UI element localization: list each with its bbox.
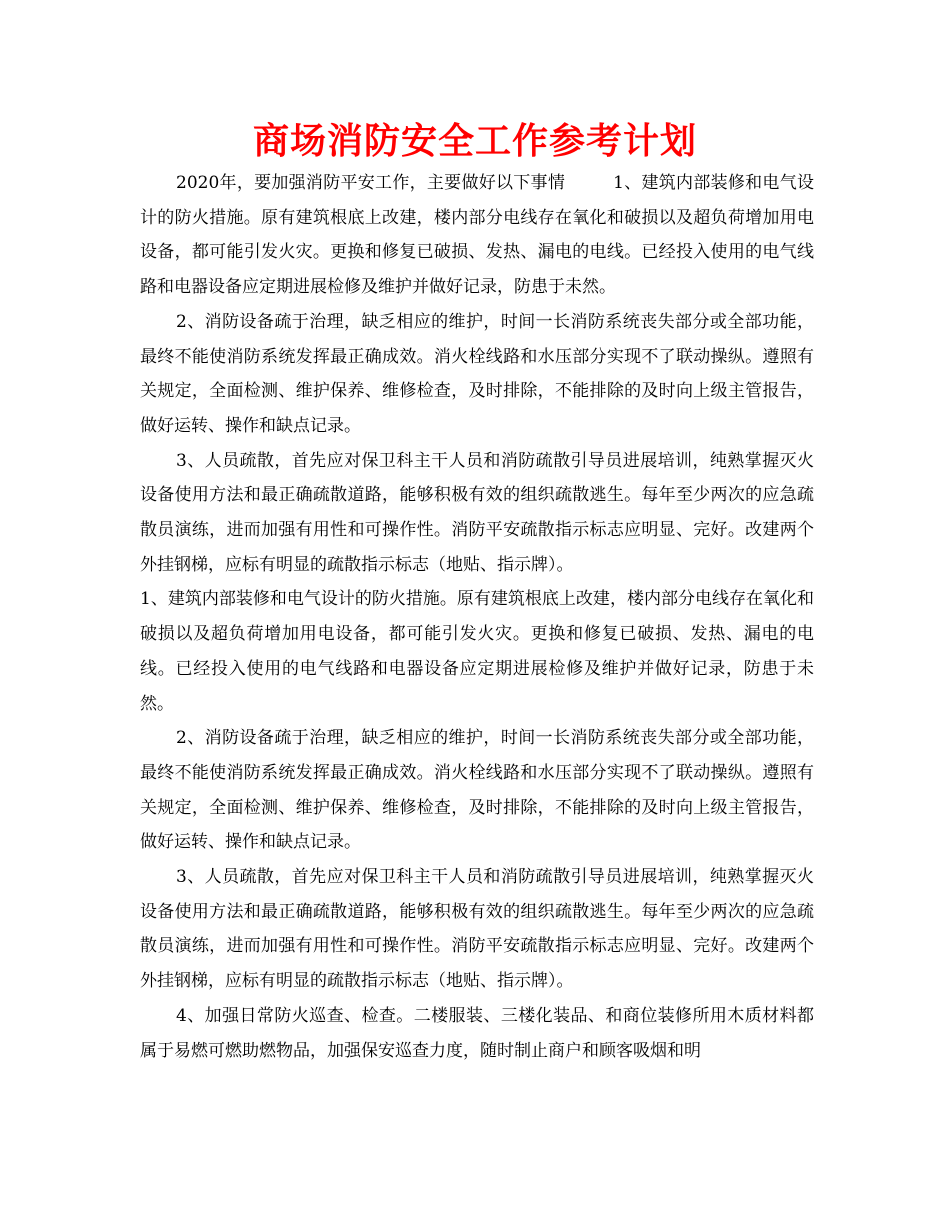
paragraph-3: 3、人员疏散，首先应对保卫科主干人员和消防疏散引导员进展培训，纯熟掌握灭火设备使用方法和最正确疏散道路，能够积极有效的组织疏散逃生。每年至少两次的应急疏散员演练，进而加强有用性和可操作性。消防平安疏散指示标志应明显、完好。改建两个外挂钢梯，应标有明显的疏散指示标志（地贴、指示牌）。 [140,450,814,575]
paragraph-5: 2、消防设备疏于治理，缺乏相应的维护，时间一长消防系统丧失部分或全部功能，最终不能使消防系统发挥最正确成效。消火栓线路和水压部分实现不了联动操纵。遵照有关规定，全面检测、维护保养、维修检查，及时排除，不能排除的及时向上级主管报告，做好运转、操作和缺点记录。 [140,728,814,853]
paragraph-6: 3、人员疏散，首先应对保卫科主干人员和消防疏散引导员进展培训，纯熟掌握灭火设备使用方法和最正确疏散道路，能够积极有效的组织疏散逃生。每年至少两次的应急疏散员演练，进而加强有用性和可操作性。消防平安疏散指示标志应明显、完好。改建两个外挂钢梯，应标有明显的疏散指示标志（地贴、指示牌）。 [140,867,814,992]
paragraph-4: 1、建筑内部装修和电气设计的防火措施。原有建筑根底上改建，楼内部分电线存在氧化和破损以及超负荷增加用电设备，都可能引发火灾。更换和修复已破损、发热、漏电的电线。已经投入使用的电气线路和电器设备应定期进展检修及维护并做好记录，防患于未然。 [140,589,814,714]
paragraph-1-text: 1、建筑内部装修和电气设计的防火措施。原有建筑根底上改建，楼内部分电线存在氧化和破损以及超负荷增加用电设备，都可能引发火灾。更换和修复已破损、发热、漏电的电线。已经投入使用的电气线路和电器设备应定期进展检修及维护并做好记录，防患于未然。 [140,173,814,298]
paragraph-7: 4、加强日常防火巡查、检查。二楼服装、三楼化装品、和商位装修所用木质材料都属于易燃可燃助燃物品，加强保安巡查力度，随时制止商户和顾客吸烟和明 [140,1005,814,1061]
intro-text: 2020年，要加强消防平安工作，主要做好以下事情 [176,173,566,193]
paragraph-2: 2、消防设备疏于治理，缺乏相应的维护，时间一长消防系统丧失部分或全部功能，最终不能使消防系统发挥最正确成效。消火栓线路和水压部分实现不了联动操纵。遵照有关规定，全面检测、维护保养、维修检查，及时排除，不能排除的及时向上级主管报告，做好运转、操作和缺点记录。 [140,311,814,436]
paragraph-intro [140,166,814,305]
document-body [140,166,814,1068]
document-title: 商场消防安全工作参考计划 [252,121,697,162]
